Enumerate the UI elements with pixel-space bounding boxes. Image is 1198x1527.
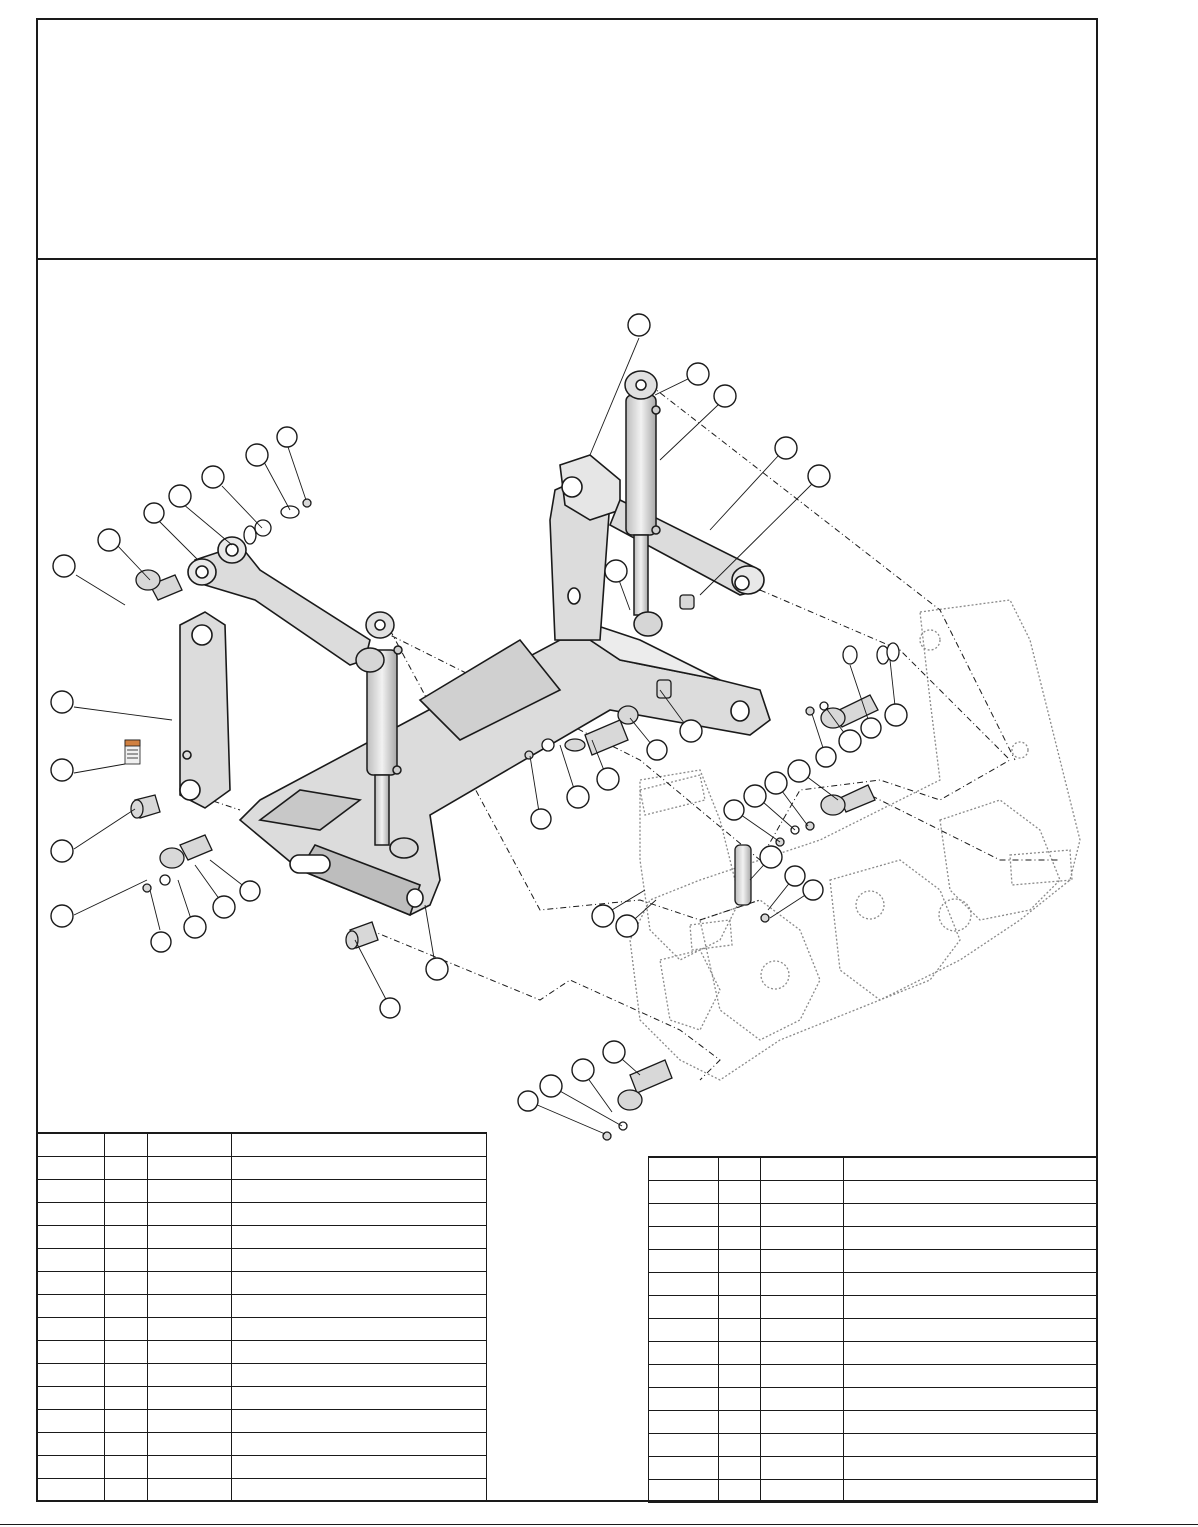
table-cell xyxy=(649,1480,719,1503)
table-cell xyxy=(844,1227,1098,1250)
table-row xyxy=(37,1341,487,1364)
table-row xyxy=(649,1157,1098,1181)
table-cell xyxy=(232,1456,487,1479)
table-cell xyxy=(761,1342,844,1365)
table-cell xyxy=(761,1181,844,1204)
table-row xyxy=(37,1456,487,1479)
table-cell xyxy=(719,1204,761,1227)
table-cell xyxy=(649,1204,719,1227)
table-cell xyxy=(719,1342,761,1365)
table-cell xyxy=(148,1433,232,1456)
table-cell xyxy=(761,1388,844,1411)
table-cell xyxy=(37,1272,105,1295)
table-cell xyxy=(844,1457,1098,1480)
table-cell xyxy=(761,1365,844,1388)
table-cell xyxy=(232,1295,487,1318)
table-cell xyxy=(844,1250,1098,1273)
table-cell xyxy=(105,1479,148,1502)
table-cell xyxy=(719,1227,761,1250)
table-cell xyxy=(148,1410,232,1433)
table-cell xyxy=(37,1341,105,1364)
table-cell xyxy=(105,1203,148,1226)
table-cell xyxy=(105,1456,148,1479)
table-cell xyxy=(844,1157,1098,1181)
table-cell xyxy=(37,1433,105,1456)
parts-list-table-right xyxy=(648,1156,1098,1503)
table-row xyxy=(649,1342,1098,1365)
table-cell xyxy=(719,1480,761,1503)
table-cell xyxy=(844,1273,1098,1296)
table-cell xyxy=(649,1457,719,1480)
table-cell xyxy=(148,1479,232,1502)
table-cell xyxy=(761,1273,844,1296)
table-cell xyxy=(148,1318,232,1341)
table-cell xyxy=(37,1410,105,1433)
table-cell xyxy=(232,1157,487,1180)
table-row xyxy=(37,1249,487,1272)
table-cell xyxy=(37,1318,105,1341)
table-cell xyxy=(649,1250,719,1273)
table-cell xyxy=(761,1227,844,1250)
table-cell xyxy=(105,1133,148,1157)
table-cell xyxy=(148,1157,232,1180)
table-cell xyxy=(649,1157,719,1181)
table-cell xyxy=(761,1319,844,1342)
table-cell xyxy=(761,1204,844,1227)
table-cell xyxy=(37,1479,105,1502)
table-cell xyxy=(844,1434,1098,1457)
table-cell xyxy=(148,1364,232,1387)
table-cell xyxy=(148,1249,232,1272)
table-cell xyxy=(105,1364,148,1387)
table-cell xyxy=(148,1180,232,1203)
table-cell xyxy=(649,1434,719,1457)
table-row xyxy=(37,1203,487,1226)
table-row xyxy=(649,1181,1098,1204)
table-cell xyxy=(37,1249,105,1272)
table-row xyxy=(37,1295,487,1318)
table-row xyxy=(649,1457,1098,1480)
table-cell xyxy=(844,1181,1098,1204)
table-row xyxy=(649,1480,1098,1503)
table-row xyxy=(37,1433,487,1456)
table-cell xyxy=(105,1410,148,1433)
table-cell xyxy=(37,1203,105,1226)
table-cell xyxy=(37,1456,105,1479)
table-cell xyxy=(649,1273,719,1296)
table-cell xyxy=(37,1133,105,1157)
side-link-bar xyxy=(180,612,230,808)
table-cell xyxy=(232,1341,487,1364)
table-cell xyxy=(105,1318,148,1341)
table-row xyxy=(37,1272,487,1295)
table-row xyxy=(649,1411,1098,1434)
table-cell xyxy=(844,1204,1098,1227)
table-cell xyxy=(232,1180,487,1203)
table-cell xyxy=(37,1157,105,1180)
table-cell xyxy=(844,1388,1098,1411)
table-cell xyxy=(761,1157,844,1181)
table-cell xyxy=(148,1226,232,1249)
table-row xyxy=(37,1410,487,1433)
table-cell xyxy=(719,1434,761,1457)
table-cell xyxy=(761,1457,844,1480)
table-row xyxy=(649,1365,1098,1388)
table-cell xyxy=(719,1319,761,1342)
hydraulic-cylinder-right xyxy=(625,371,662,636)
table-cell xyxy=(37,1364,105,1387)
table-cell xyxy=(105,1295,148,1318)
table-cell xyxy=(719,1457,761,1480)
table-cell xyxy=(148,1387,232,1410)
table-cell xyxy=(148,1341,232,1364)
table-cell xyxy=(37,1295,105,1318)
table-row xyxy=(649,1204,1098,1227)
table-cell xyxy=(844,1365,1098,1388)
table-cell xyxy=(719,1296,761,1319)
table-cell xyxy=(105,1341,148,1364)
table-cell xyxy=(649,1388,719,1411)
table-cell xyxy=(232,1387,487,1410)
table-cell xyxy=(844,1319,1098,1342)
table-cell xyxy=(719,1181,761,1204)
table-cell xyxy=(649,1181,719,1204)
table-cell xyxy=(844,1342,1098,1365)
table-cell xyxy=(719,1250,761,1273)
table-cell xyxy=(761,1250,844,1273)
table-cell xyxy=(844,1411,1098,1434)
table-cell xyxy=(719,1411,761,1434)
table-cell xyxy=(105,1249,148,1272)
table-cell xyxy=(649,1296,719,1319)
table-cell xyxy=(232,1249,487,1272)
table-row xyxy=(37,1180,487,1203)
table-cell xyxy=(37,1226,105,1249)
table-cell xyxy=(649,1227,719,1250)
table-cell xyxy=(761,1434,844,1457)
table-cell xyxy=(761,1480,844,1503)
table-cell xyxy=(148,1203,232,1226)
table-cell xyxy=(105,1433,148,1456)
table-cell xyxy=(148,1272,232,1295)
table-cell xyxy=(105,1180,148,1203)
table-cell xyxy=(719,1273,761,1296)
safety-decal xyxy=(125,740,140,764)
parts-list-table-left xyxy=(36,1132,487,1502)
table-cell xyxy=(232,1318,487,1341)
upright-tower xyxy=(550,455,620,640)
table-cell xyxy=(105,1157,148,1180)
table-cell xyxy=(148,1295,232,1318)
table-row xyxy=(649,1227,1098,1250)
table-cell xyxy=(148,1456,232,1479)
table-cell xyxy=(148,1133,232,1157)
table-cell xyxy=(37,1387,105,1410)
table-cell xyxy=(719,1388,761,1411)
table-cell xyxy=(844,1480,1098,1503)
table-row xyxy=(37,1364,487,1387)
table-row xyxy=(37,1387,487,1410)
table-row xyxy=(649,1434,1098,1457)
table-cell xyxy=(844,1296,1098,1319)
table-cell xyxy=(232,1410,487,1433)
table-cell xyxy=(649,1319,719,1342)
table-cell xyxy=(232,1479,487,1502)
table-row xyxy=(37,1133,487,1157)
table-row xyxy=(649,1319,1098,1342)
table-row xyxy=(37,1318,487,1341)
table-cell xyxy=(232,1433,487,1456)
table-cell xyxy=(105,1387,148,1410)
table-row xyxy=(37,1479,487,1502)
table-row xyxy=(649,1388,1098,1411)
lower-main-frame xyxy=(240,620,770,915)
table-cell xyxy=(232,1272,487,1295)
table-cell xyxy=(37,1180,105,1203)
table-cell xyxy=(232,1133,487,1157)
table-cell xyxy=(719,1157,761,1181)
table-cell xyxy=(232,1203,487,1226)
table-cell xyxy=(232,1226,487,1249)
table-row xyxy=(37,1226,487,1249)
table-row xyxy=(37,1157,487,1180)
table-cell xyxy=(649,1365,719,1388)
table-cell xyxy=(232,1364,487,1387)
table-cell xyxy=(105,1226,148,1249)
table-cell xyxy=(761,1411,844,1434)
table-cell xyxy=(719,1365,761,1388)
table-row xyxy=(649,1273,1098,1296)
table-cell xyxy=(649,1411,719,1434)
table-cell xyxy=(105,1272,148,1295)
table-cell xyxy=(649,1342,719,1365)
table-row xyxy=(649,1250,1098,1273)
table-row xyxy=(649,1296,1098,1319)
table-cell xyxy=(761,1296,844,1319)
